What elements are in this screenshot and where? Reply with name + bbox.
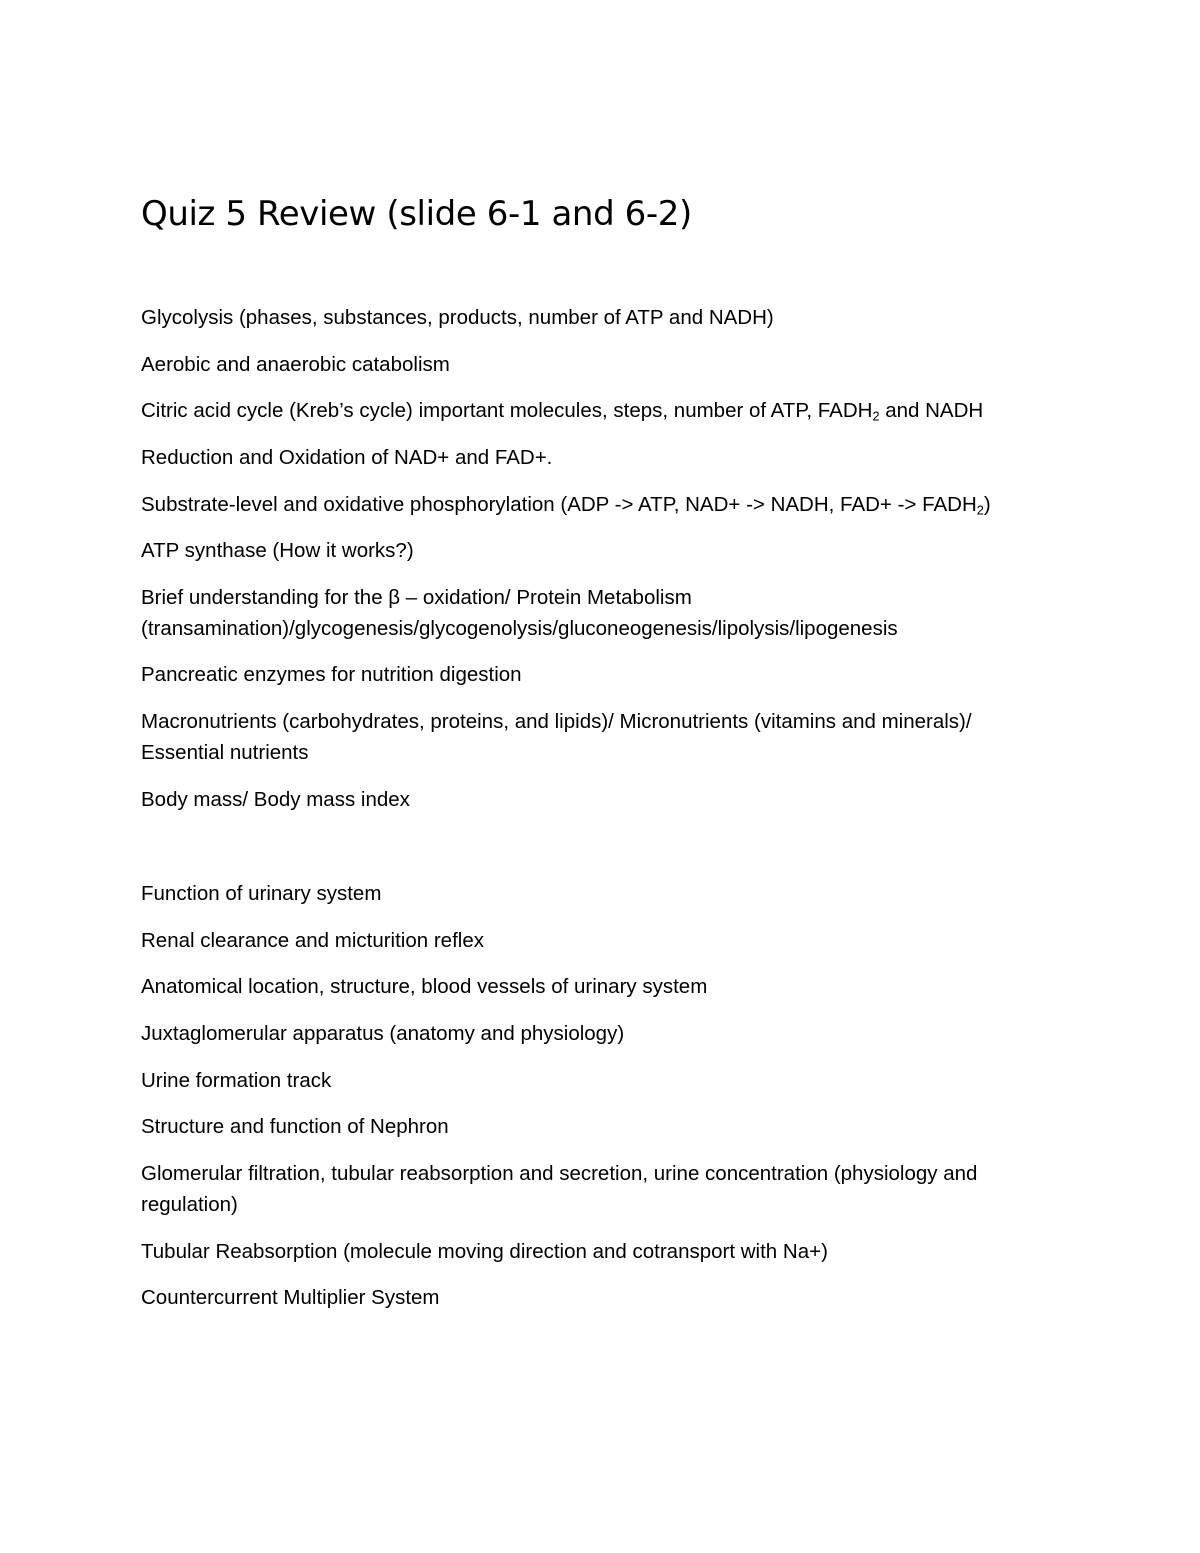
item-aerobic: Aerobic and anaerobic catabolism <box>141 353 450 376</box>
item-body-mass: Body mass/ Body mass index <box>141 788 410 811</box>
item-citric-acid-cycle <box>141 395 983 426</box>
item-nephron: Structure and function of Nephron <box>141 1115 449 1138</box>
item-beta-oxidation-line1: Brief understanding for the β – oxidation/ Protein Metabolism <box>141 586 692 609</box>
item-citric-subscript: 2 <box>872 408 880 424</box>
item-anatomical-location: Anatomical location, structure, blood vessels of urinary system <box>141 975 708 998</box>
item-atp-synthase: ATP synthase (How it works?) <box>141 539 414 562</box>
item-phospho-text-end: ) <box>983 493 991 516</box>
item-glycolysis: Glycolysis (phases, substances, products, number of ATP and NADH) <box>141 306 774 329</box>
item-renal-clearance: Renal clearance and micturition reflex <box>141 929 484 952</box>
item-glomerular-line2: regulation) <box>141 1193 238 1216</box>
item-phospho-text: Substrate-level and oxidative phosphorylation (ADP -> ATP, NAD+ -> NADH, FAD+ -> FADH <box>141 493 977 516</box>
item-juxtaglomerular: Juxtaglomerular apparatus (anatomy and physiology) <box>141 1022 625 1045</box>
document-title: Quiz 5 Review (slide 6-1 and 6-2) <box>141 194 692 234</box>
item-tubular-reabsorption: Tubular Reabsorption (molecule moving direction and cotransport with Na+) <box>141 1240 828 1263</box>
item-beta-oxidation-line2: (transamination)/glycogenesis/glycogenolysis/gluconeogenesis/lipolysis/lipogenesis <box>141 617 898 640</box>
item-phosphorylation <box>141 489 991 520</box>
item-macronutrients-line2: Essential nutrients <box>141 741 309 764</box>
item-urine-formation: Urine formation track <box>141 1069 332 1092</box>
item-macronutrients-line1: Macronutrients (carbohydrates, proteins, and lipids)/ Micronutrients (vitamins and minerals)/ <box>141 710 972 733</box>
item-pancreatic: Pancreatic enzymes for nutrition digestion <box>141 663 522 686</box>
item-glomerular-line1: Glomerular filtration, tubular reabsorption and secretion, urine concentration (physiology and <box>141 1162 978 1185</box>
item-redox: Reduction and Oxidation of NAD+ and FAD+. <box>141 446 553 469</box>
item-phospho-subscript: 2 <box>976 502 984 518</box>
item-citric-text: Citric acid cycle (Kreb’s cycle) important molecules, steps, number of ATP, FADH <box>141 399 873 422</box>
item-countercurrent: Countercurrent Multiplier System <box>141 1286 440 1309</box>
item-urinary-function: Function of urinary system <box>141 882 382 905</box>
item-citric-text-end: and NADH <box>879 399 984 422</box>
